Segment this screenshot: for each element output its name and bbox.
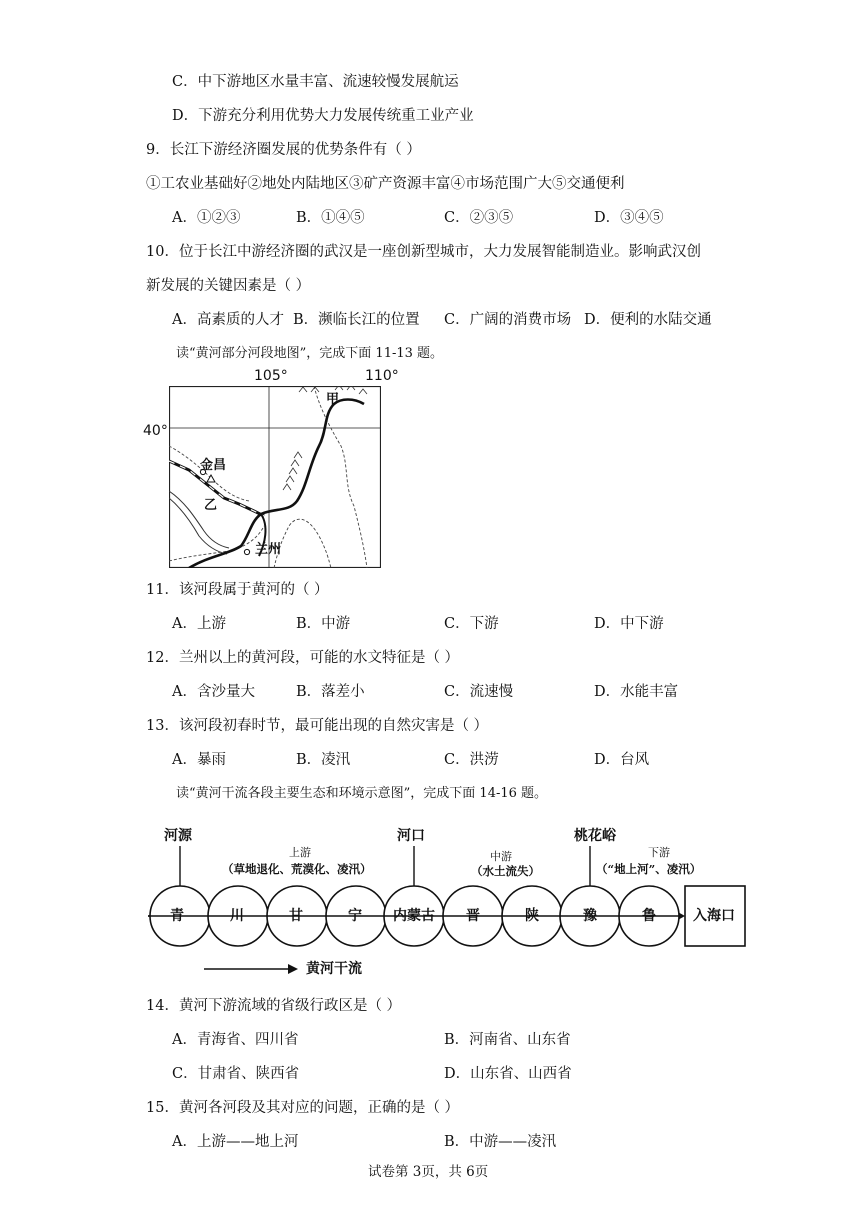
q13-option-a: A．暴雨 <box>172 752 226 768</box>
q11-option-b: B．中游 <box>296 616 351 632</box>
q14-option-b: B．河南省、山东省 <box>444 1032 571 1048</box>
map-intro: 读“黄河部分河段地图”，完成下面 11-13 题。 <box>176 346 444 361</box>
map-lat-40: 40° <box>143 423 168 439</box>
map-point-jia: 甲 <box>326 392 340 407</box>
yellow-river-diagram <box>140 818 760 990</box>
q9-option-b: B．①④⑤ <box>296 210 365 226</box>
q10-stem-line2: 新发展的关键因素是（ ） <box>146 278 311 294</box>
q11-option-a: A．上游 <box>172 616 226 632</box>
q15-stem: 15．黄河各河段及其对应的问题，正确的是（ ） <box>146 1100 460 1116</box>
page-footer: 试卷第 3页，共 6页 <box>368 1164 489 1180</box>
q10-option-b: B．濒临长江的位置 <box>293 312 420 328</box>
q14-option-d: D．山东省、山西省 <box>444 1066 572 1082</box>
q11-stem: 11．该河段属于黄河的（ ） <box>146 582 329 598</box>
map-lon-110: 110° <box>365 368 399 384</box>
province-yu: 豫 <box>583 908 597 924</box>
q10-option-d: D．便利的水陆交通 <box>584 312 712 328</box>
diagram-label-heyuan: 河源 <box>164 828 192 844</box>
province-neimenggu: 内蒙古 <box>393 908 435 924</box>
province-lu: 鲁 <box>642 908 656 924</box>
q8-option-c: C．中下游地区水量丰富、流速较慢发展航运 <box>172 74 459 90</box>
q13-option-d: D．台风 <box>594 752 650 768</box>
q12-option-b: B．落差小 <box>296 684 365 700</box>
map-point-yi: 乙 <box>204 498 218 513</box>
diagram-upper-issue: （草地退化、荒漠化、凌汛） <box>222 862 372 876</box>
diagram-lower-label: 下游 <box>648 846 670 859</box>
diagram-label-hekou: 河口 <box>397 828 425 844</box>
diagram-upper-label: 上游 <box>289 846 311 859</box>
diagram-lower-issue: （“地上河”、凌汛） <box>596 862 702 876</box>
q9-option-d: D．③④⑤ <box>594 210 664 226</box>
province-chuan: 川 <box>230 908 244 924</box>
q14-option-c: C．甘肃省、陕西省 <box>172 1066 300 1082</box>
q13-option-b: B．凌汛 <box>296 752 351 768</box>
map-city-lanzhou: 兰州 <box>255 542 282 557</box>
q11-option-c: C．下游 <box>444 616 499 632</box>
q10-stem-line1: 10．位于长江中游经济圈的武汉是一座创新型城市，大力发展智能制造业。影响武汉创 <box>146 244 701 260</box>
q9-stem: 9．长江下游经济圈发展的优势条件有（ ） <box>146 142 421 158</box>
map-lon-105: 105° <box>254 368 288 384</box>
diagram-middle-issue: （水土流失） <box>471 864 540 878</box>
q8-option-d: D．下游充分利用优势大力发展传统重工业产业 <box>172 108 474 124</box>
q15-option-a: A．上游——地上河 <box>172 1134 299 1150</box>
q14-option-a: A．青海省、四川省 <box>172 1032 299 1048</box>
diagram-label-taohuayu: 桃花峪 <box>574 828 616 844</box>
q12-stem: 12．兰州以上的黄河段，可能的水文特征是（ ） <box>146 650 460 666</box>
q10-option-a: A．高素质的人才 <box>172 312 284 328</box>
q9-option-a: A．①②③ <box>172 210 241 226</box>
q9-items: ①工农业基础好②地处内陆地区③矿产资源丰富④市场范围广大⑤交通便利 <box>146 176 625 192</box>
province-ning: 宁 <box>348 908 362 924</box>
q13-option-c: C．洪涝 <box>444 752 499 768</box>
q12-option-a: A．含沙量大 <box>172 684 255 700</box>
q14-stem: 14．黄河下游流域的省级行政区是（ ） <box>146 998 402 1014</box>
diagram-intro: 读“黄河干流各段主要生态和环境示意图”，完成下面 14-16 题。 <box>176 786 548 801</box>
q13-stem: 13．该河段初春时节，最可能出现的自然灾害是（ ） <box>146 718 489 734</box>
q10-option-c: C．广阔的消费市场 <box>444 312 572 328</box>
q11-option-d: D．中下游 <box>594 616 664 632</box>
province-shaan: 陕 <box>525 908 539 924</box>
diagram-arrow-label: 黄河干流 <box>306 961 362 977</box>
diagram-middle-label: 中游 <box>490 850 512 863</box>
province-qing: 青 <box>170 908 184 924</box>
q12-option-c: C．流速慢 <box>444 684 514 700</box>
province-gan: 甘 <box>289 908 303 924</box>
province-jin: 晋 <box>466 908 480 924</box>
q15-option-b: B．中游——凌汛 <box>444 1134 557 1150</box>
diagram-sea-mouth: 入海口 <box>693 908 735 924</box>
q9-option-c: C．②③⑤ <box>444 210 514 226</box>
map-city-jinchang: 金昌 <box>200 458 227 473</box>
q12-option-d: D．水能丰富 <box>594 684 679 700</box>
